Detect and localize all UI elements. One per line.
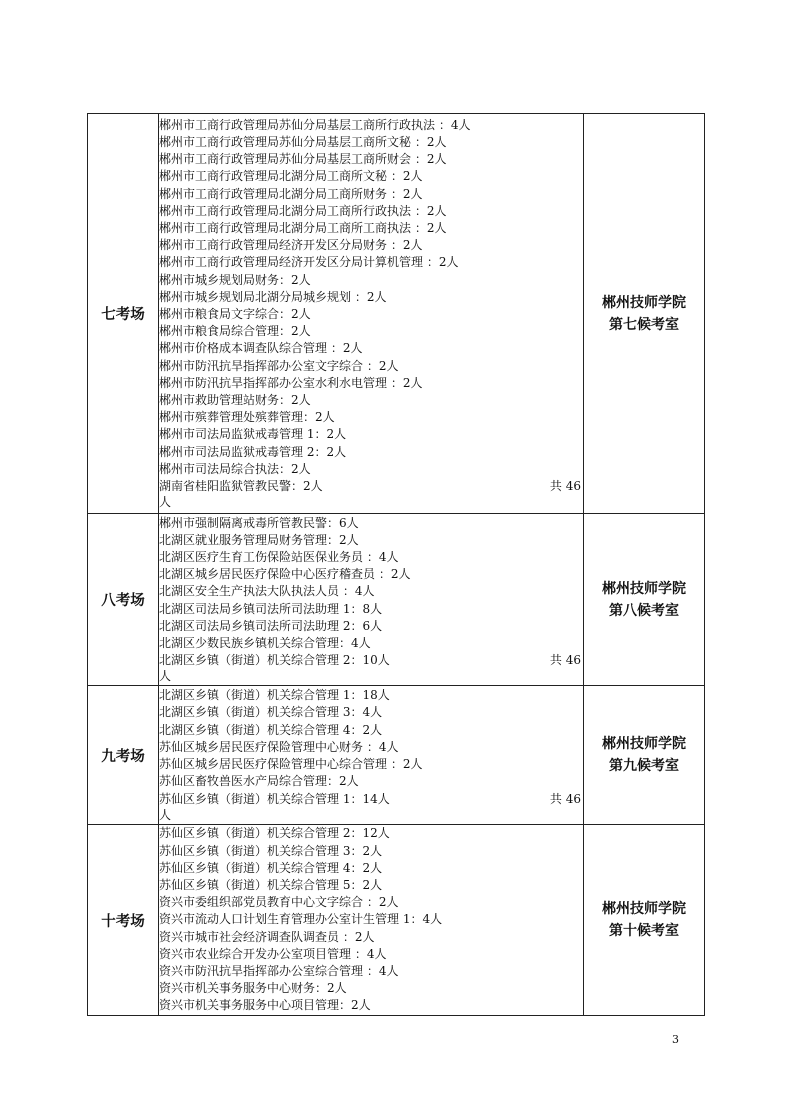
list-item: 苏仙区城乡居民医疗保险管理中心财务 ：4人 [159,739,399,754]
room-total: 共 46 [549,653,581,668]
list-item-last [159,652,583,669]
venue-name: 郴州技师学院 [602,294,686,311]
list-item: 苏仙区畜牧兽医水产局综合管理：2人 [159,774,359,789]
list-item: 北湖区城乡居民医疗保险中心医疗稽查员 ：2人 [159,567,411,582]
list-item-last [159,791,583,808]
list-item: 北湖区司法局乡镇司法所司法助理 2：6人 [159,618,383,633]
waiting-room-name: 第七候考室 [609,316,679,333]
waiting-room [584,114,705,514]
room-total-unit: 人 [159,495,172,510]
last-item-text: 苏仙区乡镇（街道）机关综合管理 1：14人 [159,791,390,806]
list-item: 郴州市工商行政管理局苏仙分局基层工商所财会 ：2人 [159,152,447,167]
list-item: 郴州市城乡规划局财务：2人 [159,272,311,287]
table-row [88,514,705,686]
room-name: 七考场 [88,114,159,514]
list-item: 苏仙区乡镇（街道）机关综合管理 3：2人 [159,843,383,858]
list-item: 郴州市司法局监狱戒毒管理 1：2人 [159,427,347,442]
list-item: 郴州市工商行政管理局北湖分局工商所行政执法 ：2人 [159,203,447,218]
list-item: 郴州市强制隔离戒毒所管教民警：6人 [159,515,359,530]
list-item: 郴州市工商行政管理局经济开发区分局计算机管理 ：2人 [159,255,459,270]
position-list [159,114,584,514]
table-row [88,114,705,514]
list-item: 资兴市委组织部党员教育中心文字综合 ：2人 [159,895,399,910]
list-item: 苏仙区城乡居民医疗保险管理中心综合管理 ：2人 [159,757,423,772]
list-item: 郴州市工商行政管理局北湖分局工商所工商执法 ：2人 [159,220,447,235]
position-list [159,514,584,686]
list-item: 北湖区乡镇（街道）机关综合管理 4：2人 [159,722,383,737]
list-item: 北湖区安全生产执法大队执法人员 ：4人 [159,584,375,599]
room-name: 八考场 [88,514,159,686]
list-item: 北湖区医疗生育工伤保险站医保业务员 ：4人 [159,549,399,564]
list-item: 郴州市司法局综合执法：2人 [159,461,311,476]
list-item: 郴州市防汛抗旱指挥部办公室文字综合 ：2人 [159,358,399,373]
venue-name: 郴州技师学院 [602,580,686,597]
venue-name: 郴州技师学院 [602,901,686,917]
list-item: 北湖区乡镇（街道）机关综合管理 3：4人 [159,705,383,720]
waiting-room-name: 第八候考室 [609,602,679,619]
waiting-room [584,686,705,825]
waiting-room-name: 第九候考室 [609,758,679,774]
exam-room-table-wrapper [87,113,705,1016]
list-item: 北湖区乡镇（街道）机关综合管理 1：18人 [159,688,390,703]
room-total-unit: 人 [159,669,172,684]
position-list [159,825,584,1016]
room-total: 共 46 [549,791,581,806]
page-number: 3 [672,1033,679,1046]
list-item: 北湖区就业服务管理局财务管理：2人 [159,532,359,547]
room-name: 十考场 [88,825,159,1016]
venue-name: 郴州技师学院 [602,736,686,752]
waiting-room [584,514,705,686]
list-item: 郴州市粮食局综合管理：2人 [159,324,311,339]
last-item-text: 湖南省桂阳监狱管教民警：2人 [159,479,323,494]
list-item: 郴州市工商行政管理局经济开发区分局财务 ：2人 [159,238,423,253]
room-name: 九考场 [88,686,159,825]
table-row [88,686,705,825]
waiting-room-name: 第十候考室 [609,923,679,939]
room-total: 共 46 [549,479,581,494]
list-item: 苏仙区乡镇（街道）机关综合管理 5：2人 [159,877,383,892]
list-item: 郴州市工商行政管理局北湖分局工商所财务 ：2人 [159,186,423,201]
waiting-room [584,825,705,1016]
list-item: 资兴市流动人口计划生育管理办公室计生管理 1：4人 [159,912,443,927]
list-item: 郴州市救助管理站财务：2人 [159,393,311,408]
exam-room-table [87,113,705,1016]
list-item: 苏仙区乡镇（街道）机关综合管理 2：12人 [159,826,390,841]
list-item: 资兴市机关事务服务中心财务：2人 [159,981,347,996]
room-total-unit: 人 [159,807,172,822]
list-item: 郴州市粮食局文字综合：2人 [159,307,311,321]
list-item: 资兴市农业综合开发办公室项目管理 ：4人 [159,946,387,961]
list-item: 资兴市城市社会经济调查队调查员 ：2人 [159,929,375,944]
list-item: 郴州市工商行政管理局苏仙分局基层工商所文秘 ：2人 [159,134,447,149]
list-item: 资兴市防汛抗旱指挥部办公室综合管理 ：4人 [159,964,399,978]
list-item: 资兴市机关事务服务中心项目管理：2人 [159,998,371,1013]
list-item: 苏仙区乡镇（街道）机关综合管理 4：2人 [159,860,383,875]
list-item: 郴州市工商行政管理局北湖分局工商所文秘 ：2人 [159,169,423,184]
list-item: 郴州市价格成本调查队综合管理 ：2人 [159,341,363,356]
list-item: 郴州市工商行政管理局苏仙分局基层工商所行政执法 ：4人 [159,117,471,132]
last-item-text: 北湖区乡镇（街道）机关综合管理 2：10人 [159,653,390,668]
list-item: 北湖区少数民族乡镇机关综合管理：4人 [159,636,371,650]
list-item: 郴州市城乡规划局北湖分局城乡规划 ：2人 [159,289,387,304]
list-item: 郴州市防汛抗旱指挥部办公室水利水电管理 ：2人 [159,375,423,390]
list-item: 北湖区司法局乡镇司法所司法助理 1：8人 [159,601,383,616]
list-item-last [159,478,583,495]
list-item: 郴州市司法局监狱戒毒管理 2：2人 [159,444,347,459]
position-list [159,686,584,825]
list-item: 郴州市殡葬管理处殡葬管理：2人 [159,410,335,425]
table-row [88,825,705,1016]
